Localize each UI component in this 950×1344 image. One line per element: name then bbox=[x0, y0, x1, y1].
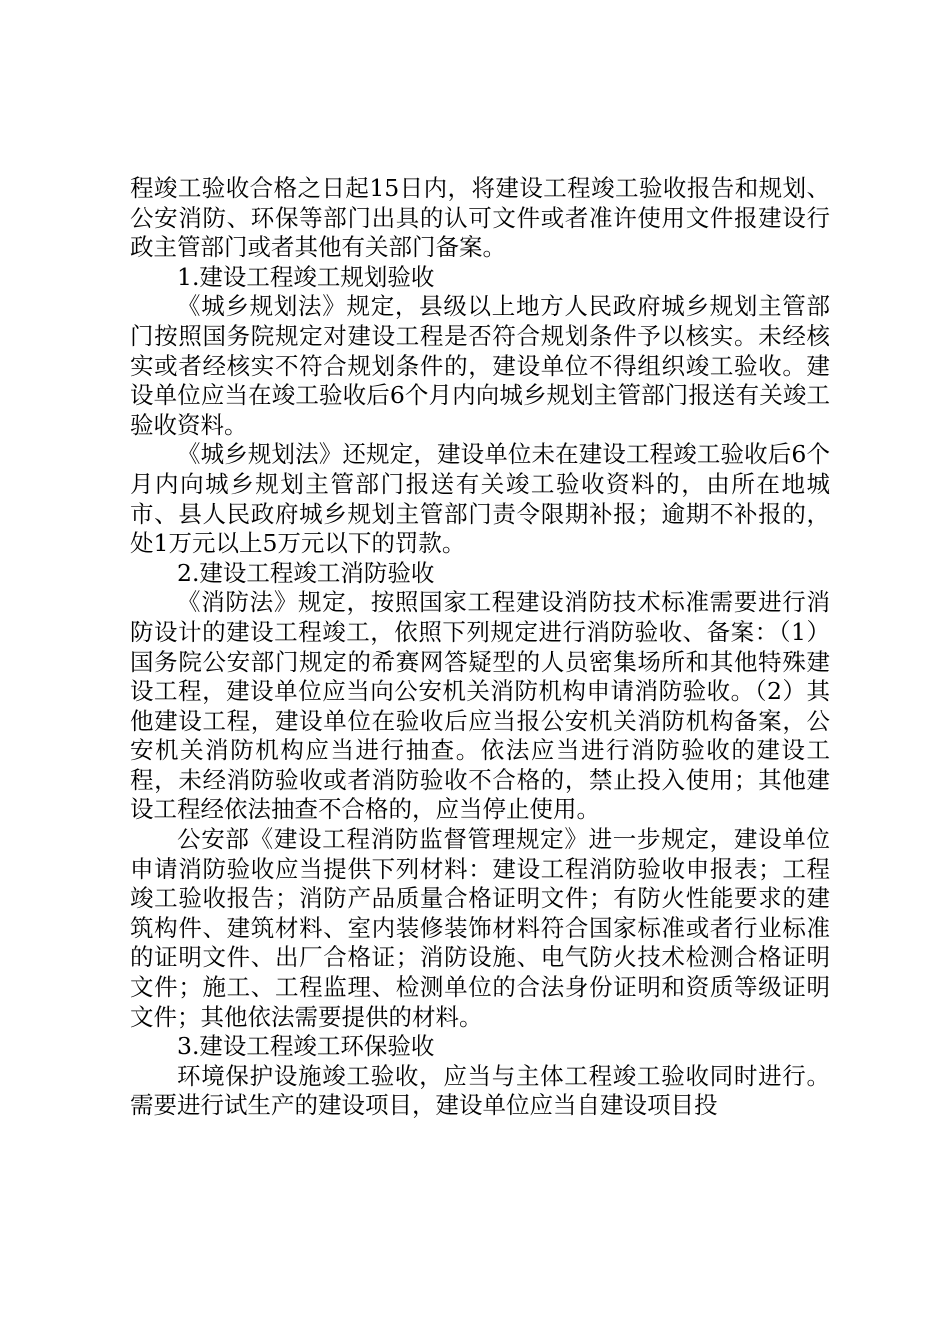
document-page bbox=[130, 174, 830, 1121]
paragraph-planning-penalty: 《城乡规划法》还规定，建设单位未在建设工程竣工验收后6个月内向城乡规划主管部门报送有关竣工验收资料的，由所在地城市、县人民政府城乡规划主管部门责令限期补报；逾期不补报的，处1万元以上5万元以下的罚款。 bbox=[130, 440, 830, 558]
section-heading-environment: 3.建设工程竣工环保验收 bbox=[177, 1032, 435, 1061]
paragraph-environment: 环境保护设施竣工验收，应当与主体工程竣工验收同时进行。需要进行试生产的建设项目，建设单位应当自建设项目投 bbox=[130, 1061, 830, 1120]
paragraph-planning-law: 《城乡规划法》规定，县级以上地方人民政府城乡规划主管部门按照国务院规定对建设工程是否符合规划条件予以核实。未经核实或者经核实不符合规划条件的，建设单位不得组织竣工验收。建设单位应当在竣工验收后6个月内向城乡规划主管部门报送有关竣工验收资料。 bbox=[130, 292, 830, 439]
paragraph-fire-materials: 公安部《建设工程消防监督管理规定》进一步规定，建设单位申请消防验收应当提供下列材料：建设工程消防验收申报表；工程竣工验收报告；消防产品质量合格证明文件；有防火性能要求的建筑构件、建筑材料、室内装修装饰材料符合国家标准或者行业标准的证明文件、出厂合格证；消防设施、电气防火技术检测合格证明文件；施工、工程监理、检测单位的合法身份证明和资质等级证明文件；其他依法需要提供的材料。 bbox=[130, 825, 830, 1031]
section-heading-fire: 2.建设工程竣工消防验收 bbox=[177, 558, 435, 587]
section-heading-planning: 1.建设工程竣工规划验收 bbox=[177, 262, 435, 291]
paragraph-continuation: 程竣工验收合格之日起15日内，将建设工程竣工验收报告和规划、公安消防、环保等部门出具的认可文件或者准许使用文件报建设行政主管部门或者其他有关部门备案。 bbox=[130, 174, 830, 262]
paragraph-fire-law: 《消防法》规定，按照国家工程建设消防技术标准需要进行消防设计的建设工程竣工，依照下列规定进行消防验收、备案：（1）国务院公安部门规定的希赛网答疑型的人员密集场所和其他特殊建设工程，建设单位应当向公安机关消防机构申请消防验收。（2）其他建设工程，建设单位在验收后应当报公安机关消防机构备案，公安机关消防机构应当进行抽查。依法应当进行消防验收的建设工程，未经消防验收或者消防验收不合格的，禁止投入使用；其他建设工程经依法抽查不合格的，应当停止使用。 bbox=[130, 588, 830, 824]
